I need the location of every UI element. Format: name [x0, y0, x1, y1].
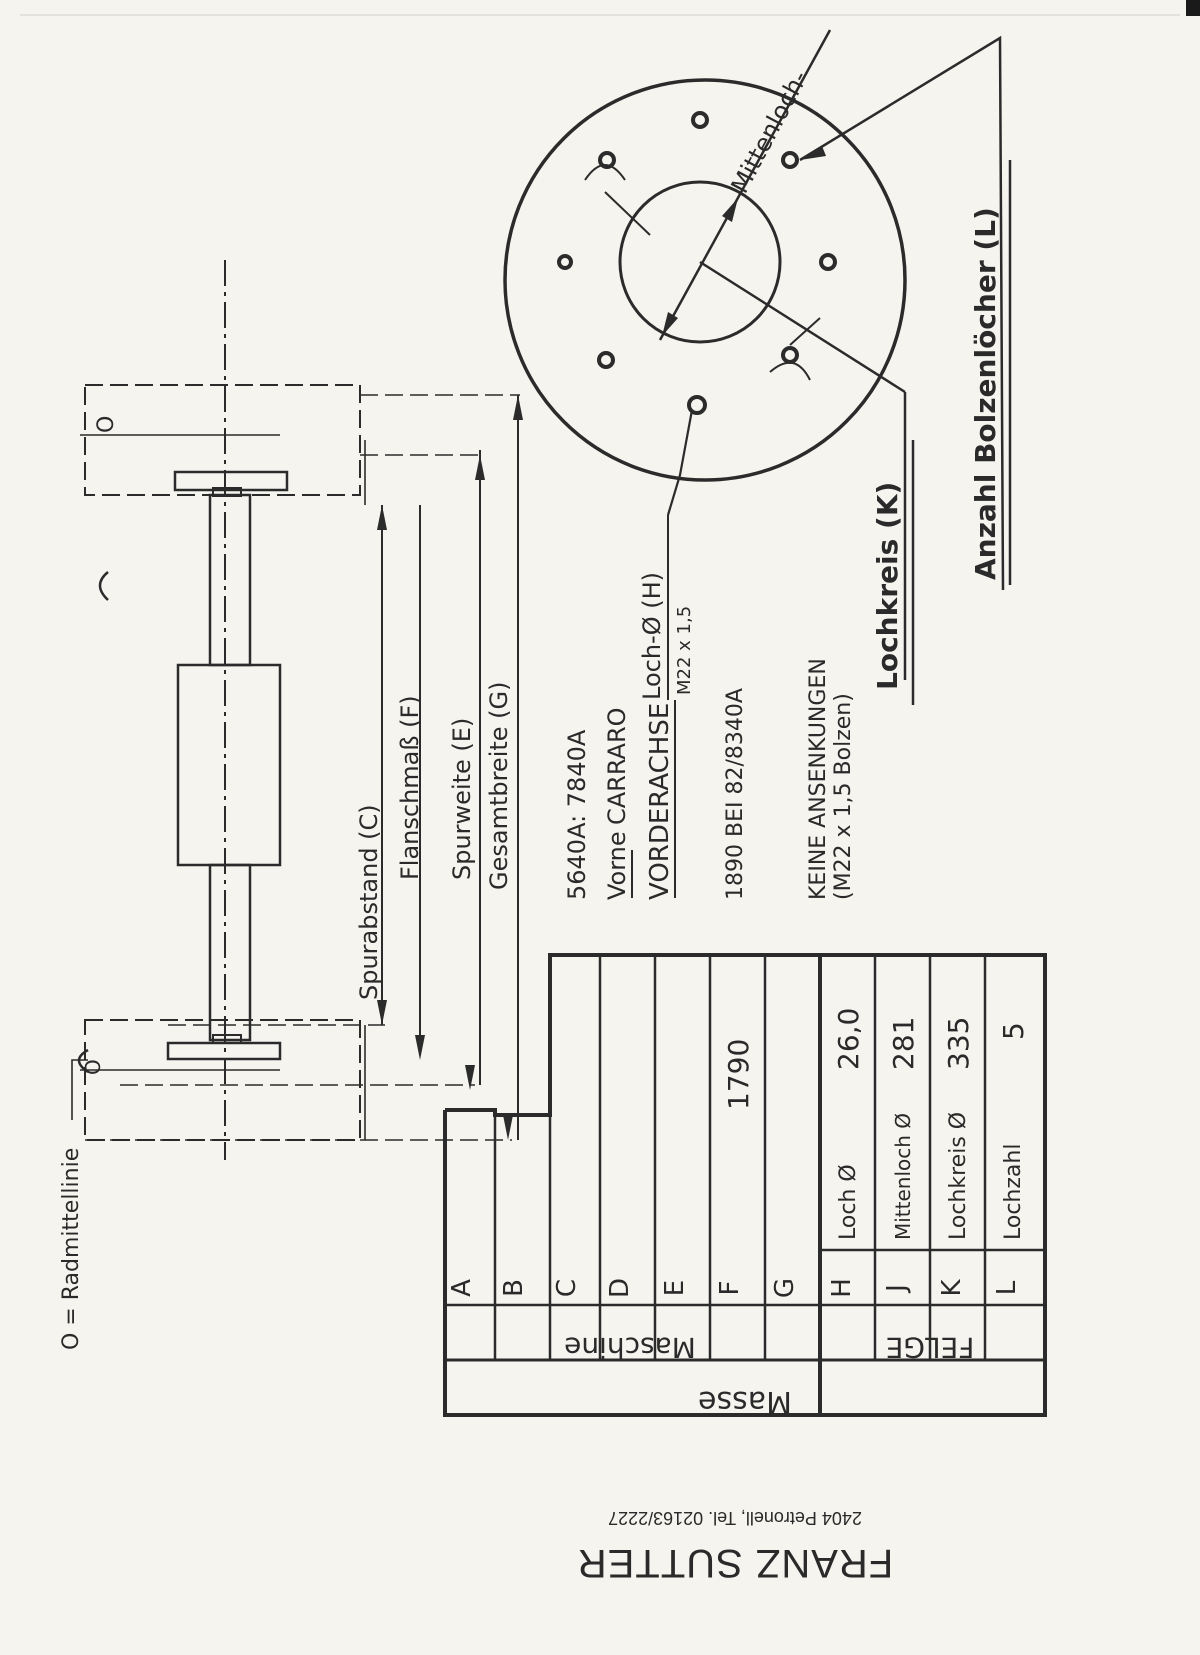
bolt-hole-8 [783, 348, 797, 362]
table-letter-c: C [552, 1278, 582, 1298]
bolzenloecher-arrow [800, 146, 826, 160]
note-make-prefix: Vorne [603, 831, 631, 900]
label-gesamtbreite: Gesamtbreite (G) [485, 681, 513, 890]
stamp-address: 2404 Petronell, Tel. 02163/2227 [608, 1508, 862, 1528]
table-header-masse: Masse [698, 1384, 792, 1419]
label-loch: Loch-Ø (H) [638, 572, 666, 700]
offset-box-top [85, 385, 360, 495]
table-letter-k: K [937, 1279, 967, 1297]
arrow-f-bottom [415, 1035, 425, 1060]
bolt-dim-mark-2 [770, 363, 810, 380]
rim-outer-circle [505, 80, 905, 480]
table-letter-e: E [660, 1279, 690, 1297]
note-no-countersink: KEINE ANSENKUNGEN [806, 658, 831, 900]
offset-paren-top [100, 572, 108, 600]
arrow-g-top [513, 395, 523, 420]
table-letter-b: B [499, 1279, 529, 1297]
offset-box-bottom [85, 1020, 360, 1140]
label-mittenloch: Mittenloch- [725, 65, 814, 198]
rim-drawing [505, 30, 1010, 705]
bolt-hole-1 [693, 113, 707, 127]
mittenloch-arrow-2 [722, 198, 738, 222]
note-make: CARRARO [603, 707, 631, 825]
loch-leader [668, 410, 692, 515]
label-flanschmass: Flanschmaß (F) [396, 695, 424, 880]
table-value-k: 335 [942, 1016, 975, 1070]
label-spurweite: Spurweite (E) [448, 717, 476, 880]
label-bolzenloecher: Anzahl Bolzenlöcher (L) [969, 207, 1002, 580]
legend-note: O = Radmittellinie [59, 1147, 84, 1350]
table-label-l: Lochzahl [1001, 1143, 1026, 1240]
lochkreis-radius-line [700, 262, 905, 392]
axle-upper-shaft [210, 495, 250, 665]
table-letter-g: G [770, 1277, 800, 1299]
table-label-k: Lochkreis Ø [946, 1111, 971, 1240]
arrow-g-bottom [503, 1115, 513, 1140]
note-axle: VORDERACHSE [645, 702, 675, 900]
table-letter-a: A [447, 1279, 477, 1297]
note-model: 5640A: 7840A [563, 729, 591, 900]
axle-lower-shaft [210, 865, 250, 1040]
table-value-f: 1790 [722, 1038, 755, 1110]
table-letter-f: F [715, 1280, 745, 1296]
table-value-j: 281 [887, 1016, 920, 1070]
arrow-c-top [377, 505, 387, 530]
bolt-hole-5 [783, 153, 797, 167]
table-letter-j: J [882, 1284, 912, 1292]
stamp-name: FRANZ SUTTER [576, 1541, 894, 1585]
label-spurabstand: Spurabstand (C) [355, 804, 383, 1000]
table-letter-l: L [992, 1280, 1022, 1296]
table-value-l: 5 [997, 1022, 1030, 1040]
note-bolts: (M22 x 1,5 Bolzen) [831, 693, 856, 900]
arrow-e-top [475, 455, 485, 480]
notes [563, 658, 856, 900]
dimension-table [445, 955, 1045, 1419]
offset-symbol-bottom: O [81, 1059, 105, 1075]
table-label-h: Loch Ø [836, 1164, 861, 1240]
bolt-hole-6 [821, 255, 835, 269]
axle-drawing [59, 260, 523, 1350]
label-lochkreis: Lochkreis (K) [871, 481, 904, 690]
company-stamp [577, 1508, 893, 1585]
label-thread: M22 x 1,5 [674, 605, 695, 695]
table-group-machine: Maschine [564, 1331, 696, 1364]
table-group-rim: FELGE [885, 1331, 975, 1364]
offset-symbol-top: O [94, 415, 119, 433]
scan-corner-mark [1186, 0, 1200, 16]
mittenloch-arrow-1 [662, 312, 678, 336]
bolt-hole-2 [559, 256, 571, 268]
arrow-c-bottom [377, 1000, 387, 1025]
table-label-j: Mittenloch Ø [891, 1112, 915, 1240]
bolt-hole-3 [599, 353, 613, 367]
table-letter-d: D [605, 1277, 635, 1299]
table-value-h: 26,0 [832, 1007, 865, 1070]
note-model-2: 1890 BEI 82/8340A [723, 688, 748, 900]
axle-differential [178, 665, 280, 865]
table-letter-h: H [827, 1278, 857, 1298]
arrow-e-bottom [465, 1065, 475, 1090]
